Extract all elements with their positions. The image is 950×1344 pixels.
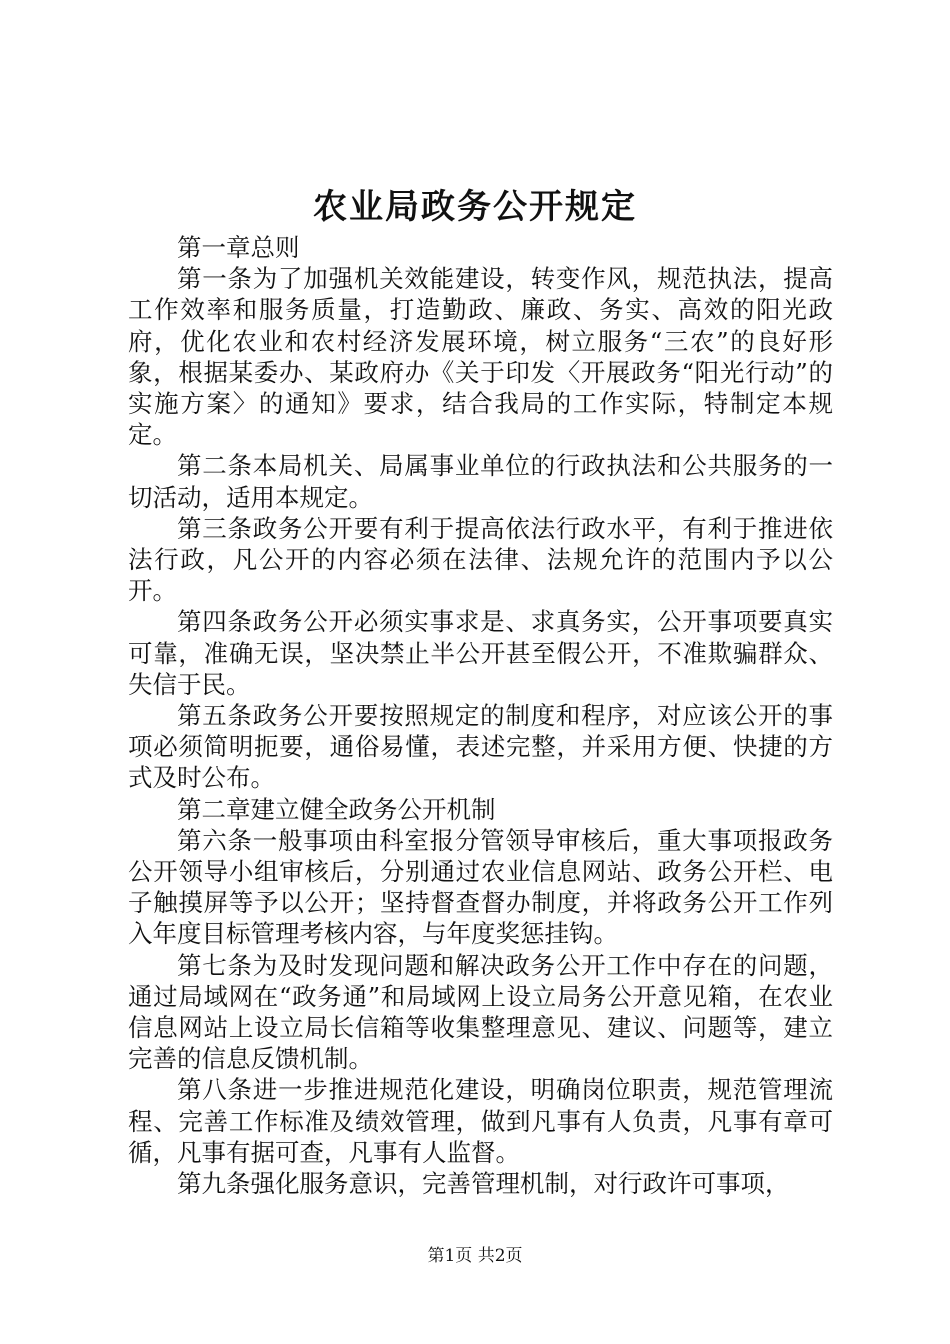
chapter-heading: 第二章建立健全政务公开机制 <box>177 794 496 824</box>
article-paragraph: 第四条政务公开必须实事求是、求真务实，公开事项要真实可靠，准确无误，坚决禁止半公开甚至假公开，不准欺骗群众、失信于民。 <box>128 607 833 699</box>
article-paragraph: 第六条一般事项由科室报分管领导审核后，重大事项报政务公开领导小组审核后，分别通过农业信息网站、政务公开栏、电子触摸屏等予以公开；坚持督查督办制度，并将政务公开工作列入年度目标管理考核内容，与年度奖惩挂钩。 <box>128 825 833 949</box>
article-paragraph: 第一条为了加强机关效能建设，转变作风，规范执法，提高工作效率和服务质量，打造勤政、廉政、务实、高效的阳光政府，优化农业和农村经济发展环境，树立服务“三农”的良好形象，根据某委办、某政府办《关于印发〈开展政务“阳光行动”的实施方案〉的通知》要求，结合我局的工作实际，特制定本规定。 <box>128 264 833 450</box>
article-paragraph: 第五条政务公开要按照规定的制度和程序，对应该公开的事项必须简明扼要，通俗易懂，表述完整，并采用方便、快捷的方式及时公布。 <box>128 701 833 793</box>
document-title: 农业局政务公开规定 <box>313 187 637 227</box>
article-paragraph: 第七条为及时发现问题和解决政务公开工作中存在的问题，通过局域网在“政务通”和局域网上设立局务公开意见箱，在农业信息网站上设立局长信箱等收集整理意见、建议、问题等，建立完善的信息反馈机制。 <box>128 950 833 1074</box>
article-paragraph: 第八条进一步推进规范化建设，明确岗位职责，规范管理流程、完善工作标准及绩效管理，做到凡事有人负责，凡事有章可循，凡事有据可查，凡事有人监督。 <box>128 1075 833 1167</box>
document-body <box>128 232 833 1199</box>
page-number-footer: 第1页 共2页 <box>427 1246 523 1266</box>
article-paragraph: 第二条本局机关、局属事业单位的行政执法和公共服务的一切活动，适用本规定。 <box>128 451 833 512</box>
article-paragraph: 第三条政务公开要有利于提高依法行政水平，有利于推进依法行政，凡公开的内容必须在法律、法规允许的范围内予以公开。 <box>128 513 833 606</box>
chapter-heading: 第一章总则 <box>177 233 300 262</box>
article-paragraph: 第九条强化服务意识，完善管理机制，对行政许可事项， <box>177 1169 790 1199</box>
